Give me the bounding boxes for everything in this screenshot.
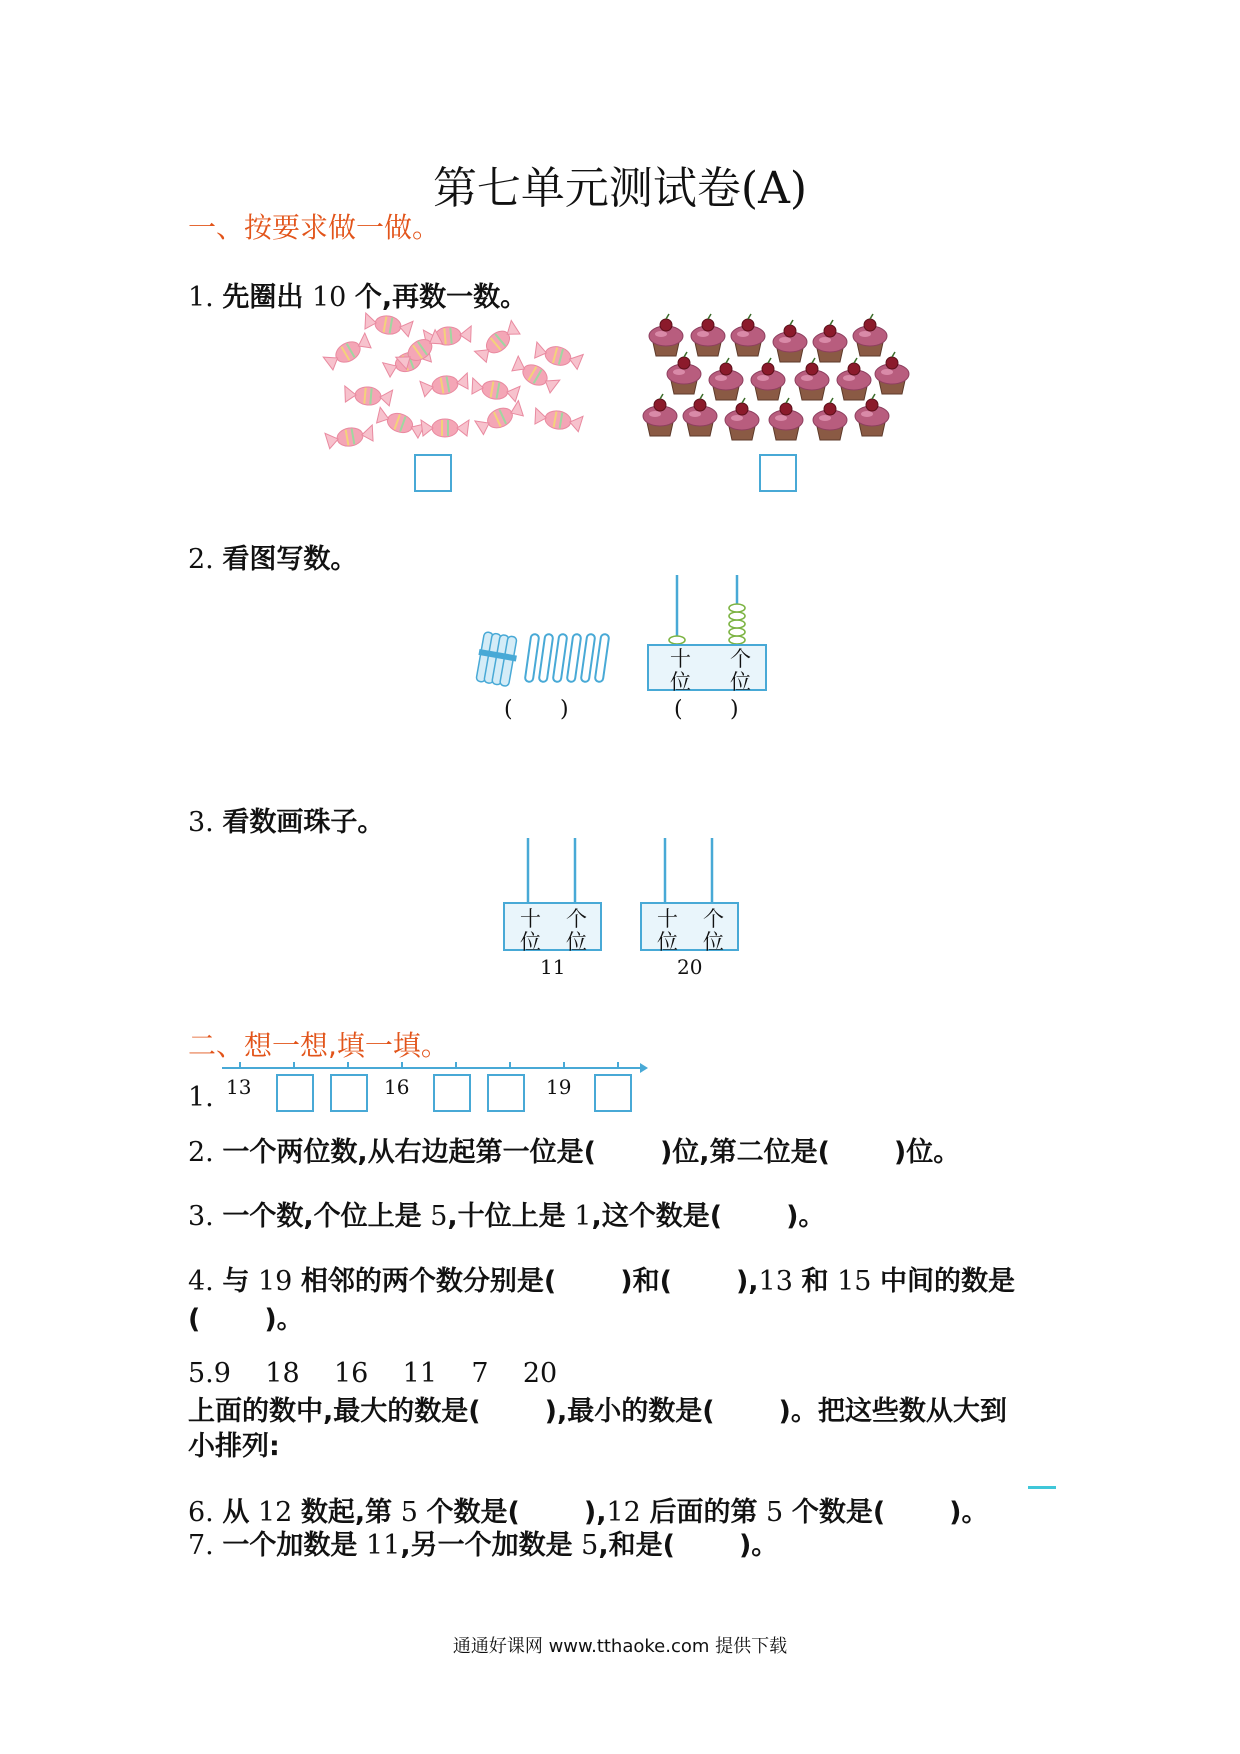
cupcake-icon xyxy=(813,398,847,440)
q-text: ), xyxy=(735,1266,759,1297)
cupcake-icon xyxy=(725,398,759,440)
q-number: 1. xyxy=(188,282,214,313)
answer-box-cupcakes[interactable] xyxy=(759,454,797,492)
question-2-4 xyxy=(188,1259,1015,1298)
q-text: )位。 xyxy=(893,1137,961,1168)
q-text: 和 xyxy=(801,1266,829,1297)
q-text: 先圈出 xyxy=(222,282,304,313)
answer-paren-left: ( xyxy=(674,697,683,722)
cupcake-icon xyxy=(709,358,743,400)
cupcake-icon xyxy=(853,314,887,356)
q-number-value: 12 xyxy=(257,1497,293,1528)
q-text: 数起,第 xyxy=(300,1497,393,1528)
number-line-tick: 13 xyxy=(226,1075,252,1099)
q-number-value: 5 xyxy=(581,1530,599,1561)
answer-paren-left: ( xyxy=(504,697,513,722)
candy-icon xyxy=(474,400,525,437)
section-heading-1: 一、按要求做一做。 xyxy=(188,211,441,244)
tens-label: 十 位 xyxy=(520,907,541,954)
q-text: ,这个数是( xyxy=(591,1201,723,1232)
q-number-value: 19 xyxy=(257,1266,293,1297)
cupcake-icon xyxy=(751,358,785,400)
cupcake-icon xyxy=(795,358,829,400)
q-text: 与 xyxy=(222,1266,250,1297)
candy-icon xyxy=(325,424,375,450)
q-number: 3. xyxy=(188,1201,214,1232)
footer-source: 通通好课网 www.tthaoke.com 提供下载 xyxy=(452,1636,788,1657)
question-2-7 xyxy=(188,1523,778,1562)
q-number: 7. xyxy=(188,1530,214,1561)
q-text: )。 xyxy=(786,1201,826,1232)
number-list: 9 18 16 11 7 20 xyxy=(213,1358,558,1389)
number-line-box[interactable] xyxy=(487,1074,525,1112)
q-number-value: 10 xyxy=(311,282,347,313)
number-line-box[interactable] xyxy=(433,1074,471,1112)
q-number-value: 12 xyxy=(606,1497,641,1528)
stick-bundle-icon xyxy=(474,631,520,687)
candy-icon xyxy=(420,372,470,398)
q-text: ), xyxy=(583,1497,607,1528)
q-text: ),最小的数是( xyxy=(544,1396,715,1427)
candy-icon xyxy=(470,377,520,403)
abacus-value: 11 xyxy=(540,955,566,979)
candy-icon xyxy=(363,312,413,338)
candy-icon xyxy=(532,341,583,371)
question-1-3 xyxy=(188,800,384,839)
tens-beads xyxy=(669,636,685,644)
decorative-dash xyxy=(1028,1486,1056,1489)
candy-icon xyxy=(374,406,425,439)
sticks-illustration xyxy=(470,630,610,690)
q-text: )。 xyxy=(738,1530,779,1561)
ones-label: 个 位 xyxy=(566,907,587,954)
tens-label: 十 位 xyxy=(657,907,678,954)
q-text: 上面的数中,最大的数是( xyxy=(188,1396,481,1427)
q-text: 后面的第 xyxy=(649,1497,758,1528)
cupcake-icon xyxy=(769,398,803,440)
q-number-value: 5 xyxy=(400,1497,418,1528)
answer-paren-right: ) xyxy=(730,697,739,722)
q-number-value: 11 xyxy=(365,1530,401,1561)
question-2-2 xyxy=(188,1130,960,1169)
ones-label: 个 位 xyxy=(730,647,751,694)
q-number: 2. xyxy=(188,1137,214,1168)
question-2-4-cont xyxy=(188,1297,304,1336)
page-title: 第七单元测试卷(A) xyxy=(432,163,808,214)
cupcake-group xyxy=(640,318,930,448)
number-line-box[interactable] xyxy=(594,1074,632,1112)
single-sticks-icon xyxy=(525,634,610,683)
q-text: 看图写数。 xyxy=(222,544,358,575)
cupcake-icon xyxy=(683,394,717,436)
number-line-tick: 19 xyxy=(546,1075,572,1099)
q-text: 相邻的两个数分别是( xyxy=(300,1266,557,1297)
number-line-box[interactable] xyxy=(330,1074,368,1112)
candy-icon xyxy=(395,329,445,371)
candy-icon xyxy=(343,385,392,407)
candy-icon xyxy=(533,407,583,433)
question-2-5 xyxy=(188,1358,557,1389)
q-text: 个数是( xyxy=(791,1497,886,1528)
candy-group xyxy=(320,310,600,450)
q-number-value: 5 xyxy=(766,1497,784,1528)
number-line-tick: 16 xyxy=(384,1075,410,1099)
cupcake-icon xyxy=(731,314,765,356)
q-number: 6. xyxy=(188,1497,214,1528)
ones-beads xyxy=(729,604,745,644)
question-2-3 xyxy=(188,1194,825,1233)
q-text: 一个数,个位上是 xyxy=(222,1201,422,1232)
abacus-with-beads xyxy=(647,575,772,695)
answer-paren-right: ) xyxy=(560,697,569,722)
q-text: 一个加数是 xyxy=(222,1530,358,1561)
q-text: 一个两位数,从右边起第一位是( xyxy=(222,1137,596,1168)
answer-box-candies[interactable] xyxy=(414,454,452,492)
q-text: ,和是( xyxy=(598,1530,675,1561)
q-text: 从 xyxy=(222,1497,250,1528)
q-text: 个数是( xyxy=(426,1497,520,1528)
cupcake-icon xyxy=(691,314,725,356)
q-text: ,另一个加数是 xyxy=(400,1530,573,1561)
tens-label: 十 位 xyxy=(670,647,691,694)
q-text: 中间的数是 xyxy=(880,1266,1016,1297)
question-2-5-line2: 小排列: xyxy=(188,1431,280,1462)
number-line-box[interactable] xyxy=(276,1074,314,1112)
cupcake-icon xyxy=(643,394,677,436)
q-text: ,十位上是 xyxy=(447,1201,566,1232)
cupcake-icon xyxy=(667,352,701,394)
question-2-5-line1 xyxy=(188,1389,1007,1428)
cupcake-icon xyxy=(875,352,909,394)
abacus-empty-11 xyxy=(503,838,603,953)
q-number: 2. xyxy=(188,544,214,575)
q-text: )和( xyxy=(620,1266,672,1297)
q-number-value: 15 xyxy=(837,1266,872,1297)
question-1-2 xyxy=(188,537,357,576)
abacus-value: 20 xyxy=(677,955,703,979)
q-number-value: 1 xyxy=(574,1201,592,1232)
q-text: 看数画珠子。 xyxy=(222,807,385,838)
section-heading-2: 二、想一想,填一填。 xyxy=(188,1029,449,1062)
cupcake-icon xyxy=(813,320,847,362)
q-text: ( xyxy=(188,1304,201,1335)
cupcake-icon xyxy=(773,320,807,362)
q-text: )。 xyxy=(949,1497,989,1528)
candy-icon xyxy=(474,320,522,365)
ones-label: 个 位 xyxy=(703,907,724,954)
q-text: )。 xyxy=(264,1304,304,1335)
q-number: 5. xyxy=(188,1358,214,1389)
abacus-empty-20 xyxy=(640,838,740,953)
candy-icon xyxy=(421,419,469,437)
q-text: )位,第二位是( xyxy=(659,1137,830,1168)
q-number-value: 5 xyxy=(430,1201,448,1232)
cupcake-icon xyxy=(649,314,683,356)
question-1-1 xyxy=(188,275,527,314)
q-number-value: 13 xyxy=(758,1266,793,1297)
q-number: 3. xyxy=(188,807,214,838)
q-text: 个,再数一数。 xyxy=(354,282,528,313)
q-number: 1. xyxy=(188,1082,214,1113)
cupcake-icon xyxy=(837,358,871,400)
candy-icon xyxy=(323,332,374,372)
q-text: )。把这些数从大到 xyxy=(778,1396,1007,1427)
q-number: 4. xyxy=(188,1266,214,1297)
